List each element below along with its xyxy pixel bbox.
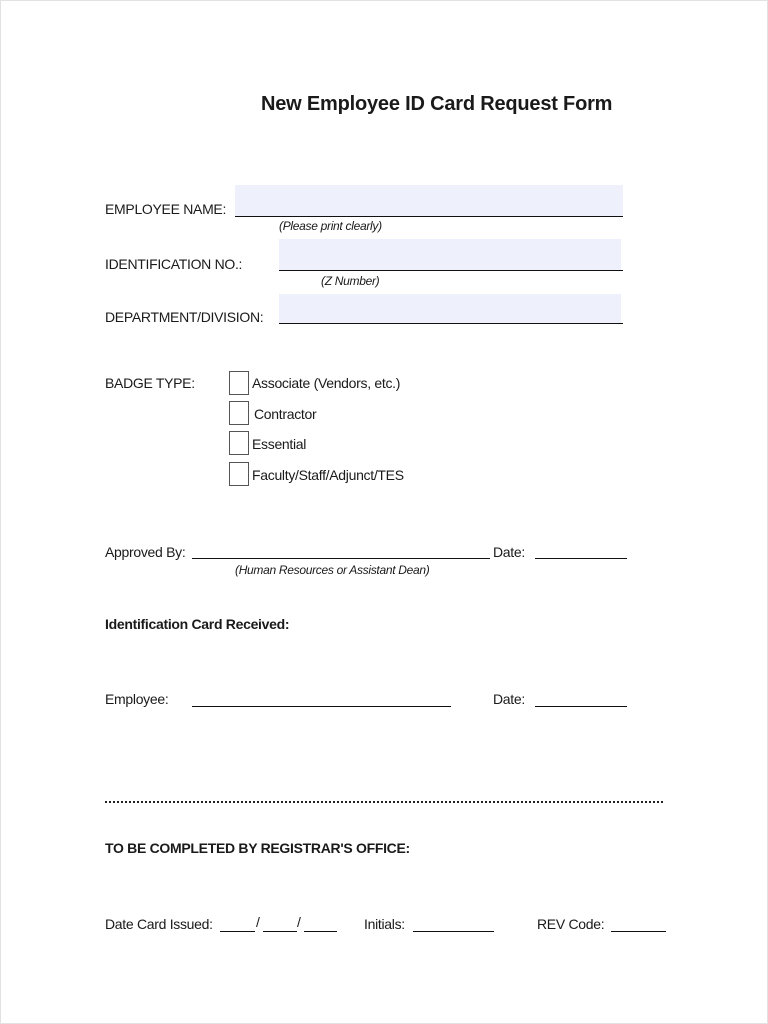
- approved-by-label: Approved By:: [105, 544, 186, 560]
- badge-contractor-label: Contractor: [254, 406, 317, 422]
- badge-associate-checkbox[interactable]: [229, 371, 249, 395]
- badge-contractor-checkbox[interactable]: [229, 401, 249, 425]
- received-date-line[interactable]: [535, 706, 627, 707]
- received-employee-line[interactable]: [192, 706, 451, 707]
- date-issued-day-line[interactable]: [263, 931, 297, 932]
- badge-associate-label: Associate (Vendors, etc.): [252, 375, 401, 391]
- badge-type-label: BADGE TYPE:: [105, 375, 195, 391]
- employee-name-field[interactable]: [235, 185, 623, 217]
- department-label: DEPARTMENT/DIVISION:: [105, 309, 264, 325]
- card-received-heading: Identification Card Received:: [105, 616, 290, 632]
- date-slash-1: /: [256, 914, 260, 930]
- initials-line[interactable]: [413, 931, 494, 932]
- approved-by-line[interactable]: [192, 558, 490, 559]
- badge-essential-label: Essential: [252, 436, 307, 452]
- dotted-separator: [105, 801, 663, 803]
- date-issued-label: Date Card Issued:: [105, 916, 213, 932]
- initials-label: Initials:: [364, 916, 405, 932]
- identification-no-field[interactable]: [279, 239, 621, 271]
- form-title: New Employee ID Card Request Form: [261, 93, 613, 115]
- badge-faculty-label: Faculty/Staff/Adjunct/TES: [252, 467, 404, 483]
- identification-no-hint: (Z Number): [321, 274, 380, 288]
- approved-by-hint: (Human Resources or Assistant Dean): [235, 563, 430, 577]
- rev-code-line[interactable]: [611, 931, 666, 932]
- registrar-heading: TO BE COMPLETED BY REGISTRAR'S OFFICE:: [105, 840, 410, 856]
- received-employee-label: Employee:: [105, 691, 169, 707]
- approved-date-label: Date:: [493, 544, 525, 560]
- date-issued-year-line[interactable]: [304, 931, 337, 932]
- department-line: [279, 323, 623, 324]
- rev-code-label: REV Code:: [537, 916, 605, 932]
- identification-no-line: [279, 270, 623, 271]
- employee-name-line: [235, 216, 623, 217]
- employee-name-label: EMPLOYEE NAME:: [105, 201, 227, 217]
- employee-name-hint: (Please print clearly): [279, 219, 382, 233]
- date-issued-month-line[interactable]: [220, 931, 255, 932]
- department-field[interactable]: [279, 294, 621, 324]
- approved-date-line[interactable]: [535, 558, 627, 559]
- date-slash-2: /: [297, 914, 301, 930]
- received-date-label: Date:: [493, 691, 525, 707]
- identification-no-label: IDENTIFICATION NO.:: [105, 256, 243, 272]
- badge-essential-checkbox[interactable]: [229, 431, 249, 455]
- badge-faculty-checkbox[interactable]: [229, 462, 249, 486]
